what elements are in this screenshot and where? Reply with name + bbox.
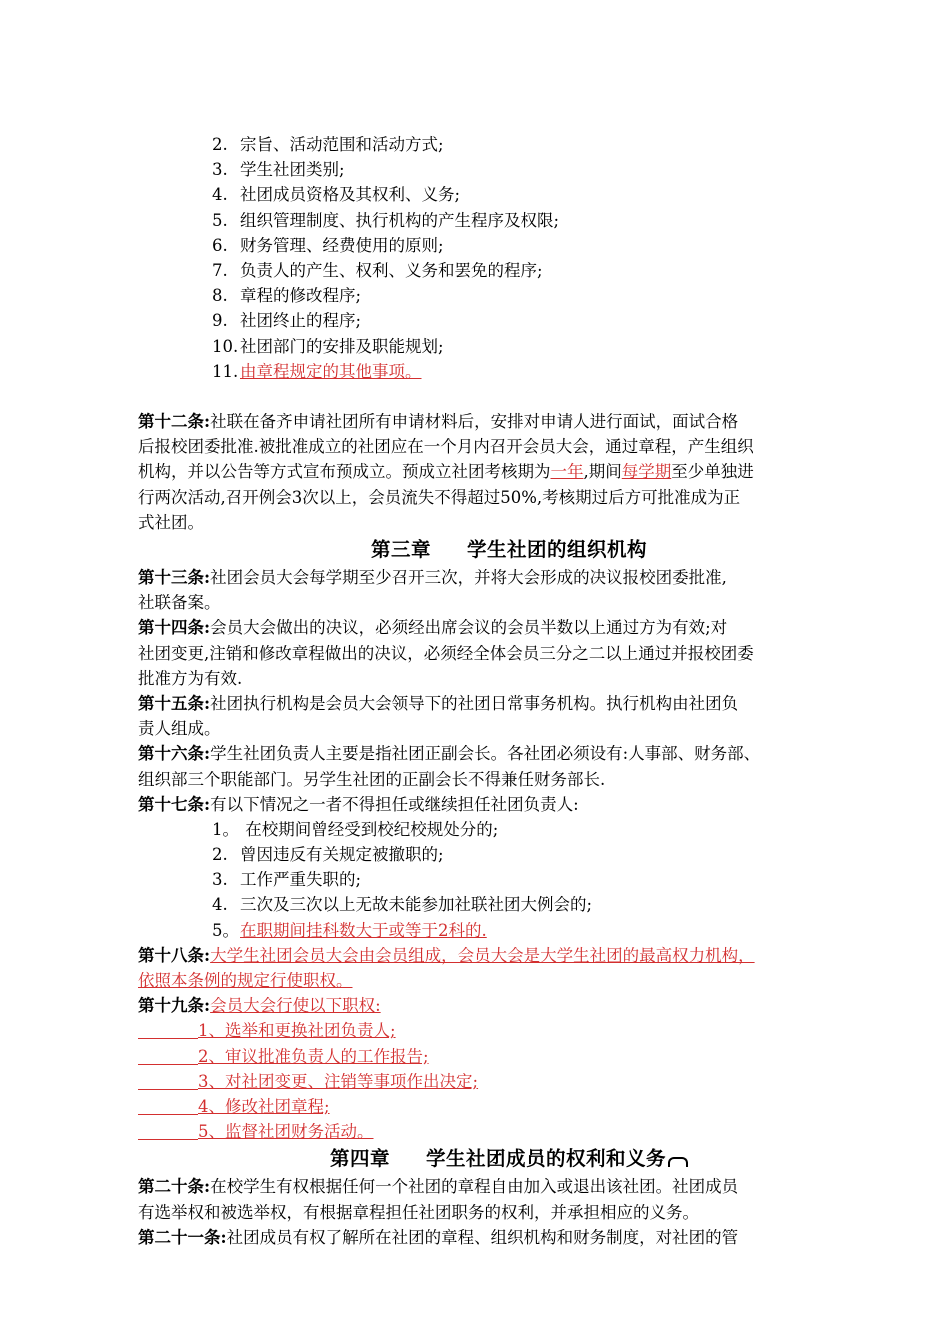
list-item: 8. 章程的修改程序; xyxy=(212,286,362,306)
article-text: 社联备案。 xyxy=(138,593,221,613)
list-item-revised: 5、监督社团财务活动。 xyxy=(138,1119,880,1144)
article-text: 机构，并以公告等方式宣布预成立。预成立社团考核期为一年,期间每学期至少单独进 xyxy=(138,462,754,482)
list-item-revised: 2、审议批准负责人的工作报告; xyxy=(138,1044,880,1069)
article-17: 第十七条:有以下情况之一者不得担任或继续担任社团负责人: xyxy=(138,794,579,814)
chapter-heading: 第四章 学生社团成员的权利和义务 xyxy=(138,1144,880,1174)
article-text: 有选举权和被选举权，有根据章程担任社团职务的权利，并承担相应的义务。 xyxy=(138,1202,699,1222)
article-text: 后报校团委批准.被批准成立的社团应在一个月内召开会员大会，通过章程，产生组织 xyxy=(138,437,754,457)
list-item xyxy=(138,384,880,409)
article-text: 责人组成。 xyxy=(138,719,221,739)
article-21: 第二十一条:社团成员有权了解所在社团的章程、组织机构和财务制度，对社团的管 xyxy=(138,1227,739,1247)
article-13: 第十三条:社团会员大会每学期至少召开三次，并将大会形成的决议报校团委批准, xyxy=(138,568,727,587)
article-20: 第二十条:在校学生有权根据任何一个社团的章程自由加入或退出该社团。社团成员 xyxy=(138,1177,739,1197)
list-item: 4. 三次及三次以上无故未能参加社联社团大例会的; xyxy=(212,895,593,915)
article-text: 行两次活动,召开例会3次以上，会员流失不得超过50%,考核期过后方可批准成为正 xyxy=(138,487,741,507)
revision-mark-icon xyxy=(668,1157,688,1167)
article-text: 批准方为有效. xyxy=(138,668,243,688)
article-19: 第十九条:会员大会行使以下职权: xyxy=(138,996,381,1016)
document-page xyxy=(138,132,880,1250)
list-item: 5. 组织管理制度、执行机构的产生程序及权限; xyxy=(212,210,560,230)
article-text: 组织部三个职能部门。另学生社团的正副会长不得兼任财务部长. xyxy=(138,769,606,789)
list-item: 2. 宗旨、活动范围和活动方式; xyxy=(212,135,444,154)
article-text: 社团变更,注销和修改章程做出的决议，必须经全体会员三分之二以上通过并报校团委 xyxy=(138,643,754,663)
list-item-revised: 3、对社团变更、注销等事项作出决定; xyxy=(138,1069,880,1094)
list-item: 3. 工作严重失职的; xyxy=(212,870,362,890)
list-item: 3. 学生社团类别; xyxy=(212,160,345,180)
article-15: 第十五条:社团执行机构是会员大会领导下的社团日常事务机构。执行机构由社团负 xyxy=(138,693,739,713)
list-item-revised: 5。在职期间挂科数大于或等于2科的. xyxy=(212,920,487,940)
list-item-revised: 1、选举和更换社团负责人; xyxy=(138,1018,880,1043)
list-item: 2. 曾因违反有关规定被撤职的; xyxy=(212,845,444,865)
article-text: 式社团。 xyxy=(138,512,204,532)
article-18: 第十八条:大学生社团会员大会由会员组成，会员大会是大学生社团的最高权力机构， xyxy=(138,945,755,965)
list-item-revised: 4、修改社团章程; xyxy=(138,1094,880,1119)
chapter-heading: 第三章 学生社团的组织机构 xyxy=(370,538,648,561)
list-item: 10. 社团部门的安排及职能规划; xyxy=(212,336,444,356)
list-item: 1。 在校期间曾经受到校纪校规处分的; xyxy=(212,819,499,839)
list-item: 4. 社团成员资格及其权利、义务; xyxy=(212,185,461,205)
article-12: 第十二条:社联在备齐申请社团所有申请材料后，安排对申请人进行面试，面试合格 xyxy=(138,412,739,432)
list-item: 6. 财务管理、经费使用的原则; xyxy=(212,235,444,255)
list-item: 9. 社团终止的程序; xyxy=(212,311,362,331)
article-14: 第十四条:会员大会做出的决议，必须经出席会议的会员半数以上通过方为有效;对 xyxy=(138,618,728,638)
article-text-revised: 依照本条例的规定行使职权。 xyxy=(138,971,353,990)
list-item-revised: 11. 由章程规定的其他事项。 xyxy=(212,361,422,381)
article-16: 第十六条:学生社团负责人主要是指社团正副会长。各社团必须设有:人事部、财务部、 xyxy=(138,744,761,764)
list-item: 7. 负责人的产生、权利、义务和罢免的程序; xyxy=(212,260,543,280)
